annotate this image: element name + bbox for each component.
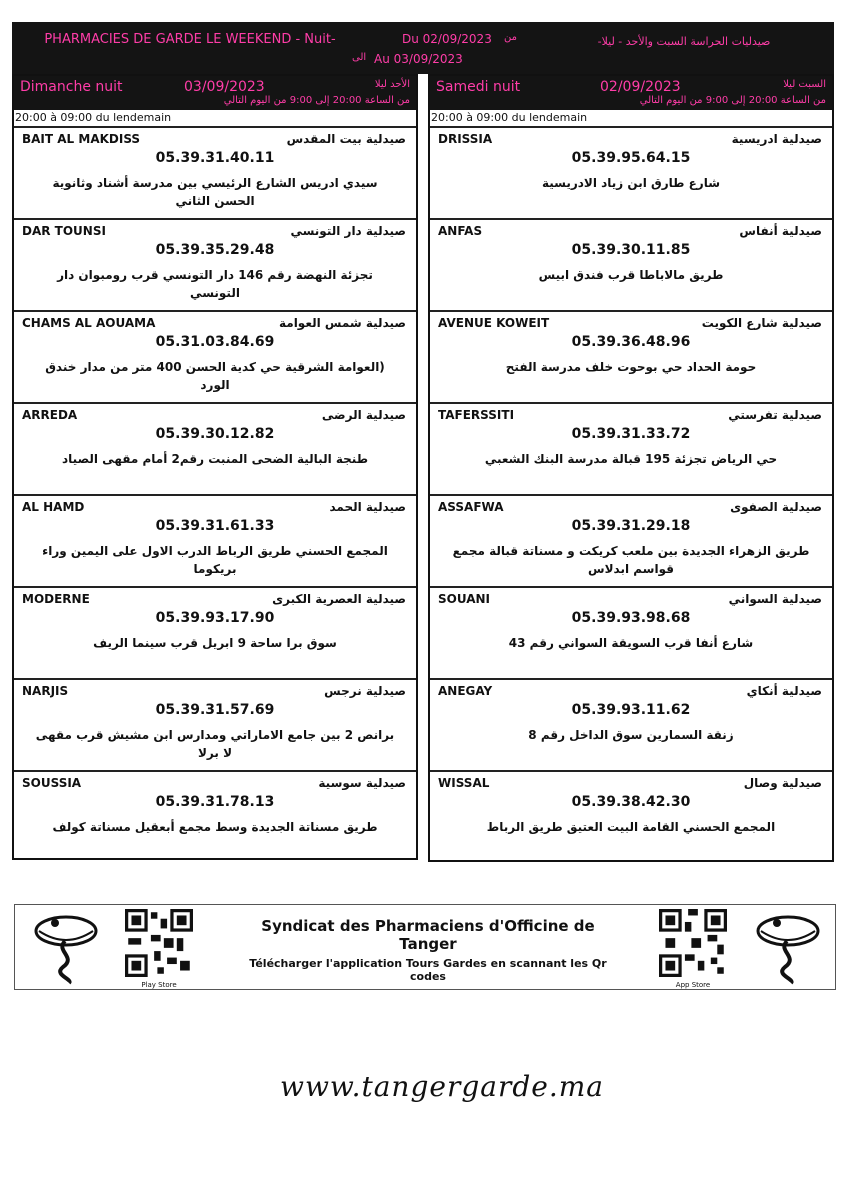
- pharmacy-name-ar: صيدلية دار التونسي: [290, 224, 406, 238]
- pharmacy-address: طريق مسناتة الجديدة وسط مجمع أبعقيل مسناتة كولف: [52, 820, 378, 834]
- pharmacy-card: [430, 218, 832, 310]
- night-label-ar: الأحد ليلا: [374, 79, 410, 90]
- pharmacy-name-fr: AVENUE KOWEIT: [438, 316, 550, 330]
- pharmacy-card: [14, 402, 416, 494]
- pharmacy-name-fr: MODERNE: [22, 592, 90, 606]
- pharmacy-card: [430, 310, 832, 402]
- pharmacy-card: [430, 586, 832, 678]
- pharmacy-name-fr: NARJIS: [22, 684, 69, 698]
- pharmacy-address: حومة الحداد حي بوحوت خلف مدرسة الفتح: [505, 360, 757, 374]
- pharmacy-name-ar: صيدلية العصرية الكبرى: [272, 592, 406, 606]
- pharmacy-name-ar: صيدلية السواني: [728, 592, 822, 606]
- pharmacy-name-fr: ANEGAY: [438, 684, 493, 698]
- pharmacy-address: شارع أنفا قرب السويقة السواني رقم 43: [508, 636, 754, 650]
- header-banner: [12, 22, 834, 74]
- pharmacy-name-ar: صيدلية نرجس: [324, 684, 406, 698]
- app-store-label: App Store: [675, 981, 711, 989]
- pharmacy-card: [430, 126, 832, 218]
- hours-ar: من الساعة 20:00 إلى 9:00 من اليوم التالي: [223, 95, 410, 106]
- page-title: PHARMACIES DE GARDE LE WEEKEND - Nuit-: [44, 32, 336, 47]
- pharmacy-address: سيدي ادريس الشارع الرئيسي بين مدرسة أشناد وثانوية الحسن الثاني: [52, 176, 378, 208]
- pharmacy-card: [430, 494, 832, 586]
- pharmacy-name-fr: SOUSSIA: [22, 776, 82, 790]
- pharmacy-name-ar: صيدلية تفرستي: [728, 408, 822, 422]
- footer-banner: [14, 904, 836, 990]
- arabic-title: صيدليات الحراسة السبت والأحد - ليلا-: [597, 35, 771, 48]
- pharmacy-address: طريق الزهراء الجديدة بين ملعب كريكت و مسناتة قبالة مجمع قواسم ابدلاس: [452, 544, 810, 576]
- column-sunday: [12, 74, 418, 860]
- pharmacy-address: طريق مالاباطا قرب فندق ابيس: [538, 268, 724, 282]
- columns: [12, 74, 834, 860]
- date-from: Du 02/09/2023: [402, 32, 492, 46]
- pharmacy-name-ar: صيدلية الرضى: [321, 408, 406, 422]
- pharmacy-name-ar: صيدلية شارع الكويت: [701, 316, 822, 330]
- date-from-ar: من: [504, 32, 517, 43]
- pharmacy-phone: 05.39.35.29.48: [155, 242, 275, 258]
- pharmacy-name-ar: صيدلية شمس العوامة: [278, 316, 406, 330]
- pharmacy-address: طنجة البالية الضحى المنبت رقم2 أمام مقهى الصياد: [62, 452, 368, 466]
- pharmacy-phone: 05.39.30.12.82: [155, 426, 275, 442]
- qr-code-icon: [125, 909, 193, 977]
- night-date: 02/09/2023: [600, 79, 681, 95]
- pharmacy-phone: 05.39.93.98.68: [571, 610, 691, 626]
- pharmacy-name-ar: صيدلية أنكاي: [746, 684, 822, 698]
- pharmacy-phone: 05.39.95.64.15: [571, 150, 691, 166]
- hours-label: 20:00 à 09:00 du lendemain: [430, 110, 832, 126]
- pharmacy-phone: 05.39.36.48.96: [571, 334, 691, 350]
- pharmacy-address: المجمع الحسني طريق الرباط الدرب الاول على اليمين وراء بريكوما: [42, 544, 388, 576]
- pharmacy-phone: 05.39.31.33.72: [571, 426, 691, 442]
- pharmacy-name-fr: AL HAMD: [22, 500, 85, 514]
- column-header: [430, 76, 832, 126]
- pharmacy-address: برانص 2 بين جامع الاماراتي ومدارس ابن مشيش قرب مقهى لا برلا: [35, 728, 395, 760]
- pharmacy-phone: 05.39.30.11.85: [571, 242, 691, 258]
- pharmacy-name-fr: TAFERSSITI: [438, 408, 515, 422]
- pharmacy-card: [430, 402, 832, 494]
- pharmacy-card: [430, 678, 832, 770]
- pharmacy-address: المجمع الحسني القامة البيت العتيق طريق الرباط: [486, 820, 776, 834]
- play-store-qr[interactable]: [125, 909, 193, 989]
- qr-code-icon: [659, 909, 727, 977]
- pharmacy-name-ar: صيدلية سوسية: [318, 776, 406, 790]
- pharmacy-card: [430, 770, 832, 862]
- pharmacy-name-fr: DAR TOUNSI: [22, 224, 106, 238]
- pharmacy-phone: 05.39.31.57.69: [155, 702, 275, 718]
- hours-label: 20:00 à 09:00 du lendemain: [14, 110, 416, 126]
- pharmacy-name-fr: WISSAL: [438, 776, 490, 790]
- pharmacy-card: [14, 126, 416, 218]
- app-store-qr[interactable]: [659, 909, 727, 989]
- syndicate-name: Syndicat des Pharmaciens d'Officine de Tanger: [261, 917, 595, 953]
- pharmacy-card: [14, 770, 416, 862]
- pharmacy-name-fr: DRISSIA: [438, 132, 493, 146]
- night-date: 03/09/2023: [184, 79, 265, 95]
- pharmacy-phone: 05.39.93.11.62: [571, 702, 691, 718]
- pharmacy-name-ar: صيدلية وصال: [743, 776, 822, 790]
- hours-ar: من الساعة 20:00 إلى 9:00 من اليوم التالي: [639, 95, 826, 106]
- pharmacy-name-fr: CHAMS AL AOUAMA: [22, 316, 156, 330]
- column-header: [14, 76, 416, 126]
- syndicate-logo-icon: [747, 909, 829, 985]
- pharmacy-address: سوق برا ساحة 9 ابريل قرب سينما الريف: [93, 636, 337, 650]
- column-saturday: [428, 74, 834, 862]
- pharmacy-phone: 05.39.31.40.11: [155, 150, 275, 166]
- pharmacy-phone: 05.39.93.17.90: [155, 610, 275, 626]
- pharmacy-address: تجزئة النهضة رقم 146 دار التونسي قرب رومبوان دار التونسي: [57, 268, 373, 300]
- pharmacy-address: شارع طارق ابن زياد الادريسية: [541, 176, 721, 190]
- website-handwritten: www.tangergarde.ma: [280, 1070, 604, 1103]
- pharmacy-name-fr: BAIT AL MAKDISS: [22, 132, 141, 146]
- pharmacy-phone: 05.39.31.29.18: [571, 518, 691, 534]
- night-label: Dimanche nuit: [20, 79, 123, 95]
- pharmacy-phone: 05.39.31.78.13: [155, 794, 275, 810]
- pharmacy-name-fr: SOUANI: [438, 592, 491, 606]
- pharmacy-phone: 05.39.31.61.33: [155, 518, 275, 534]
- download-instruction: Télécharger l'application Tours Gardes en scannant les Qr codes: [249, 957, 607, 983]
- pharmacy-card: [14, 218, 416, 310]
- pharmacy-card: [14, 310, 416, 402]
- pharmacy-name-fr: ASSAFWA: [438, 500, 504, 514]
- pharmacy-name-fr: ARREDA: [22, 408, 78, 422]
- pharmacy-name-ar: صيدلية الحمد: [329, 500, 406, 514]
- date-to: Au 03/09/2023: [374, 52, 463, 66]
- night-label: Samedi nuit: [436, 79, 521, 95]
- pharmacy-phone: 05.31.03.84.69: [155, 334, 275, 350]
- pharmacy-card: [14, 678, 416, 770]
- pharmacy-address: حي الرياض تجزئة 195 قبالة مدرسة البنك الشعبي: [484, 452, 778, 466]
- pharmacy-name-ar: صيدلية أنفاس: [739, 224, 822, 238]
- pharmacy-phone: 05.39.38.42.30: [571, 794, 691, 810]
- pharmacy-name-ar: صيدلية بيت المقدس: [286, 132, 406, 146]
- play-store-label: Play Store: [141, 981, 177, 989]
- pharmacy-address: (العوامة الشرقية حي كدية الحسن 400 متر من مدار خندق الورد: [45, 360, 385, 392]
- pharmacy-name-fr: ANFAS: [438, 224, 483, 238]
- pharmacy-card: [14, 494, 416, 586]
- syndicate-logo-icon: [25, 909, 107, 985]
- pharmacy-address: زنقة السمارين سوق الداخل رقم 8: [528, 728, 734, 742]
- date-to-ar: الى: [352, 52, 367, 63]
- pharmacy-name-ar: صيدلية الصفوى: [730, 500, 822, 514]
- pharmacy-name-ar: صيدلية ادريسية: [731, 132, 822, 146]
- pharmacy-card: [14, 586, 416, 678]
- night-label-ar: السبت ليلا: [783, 79, 826, 90]
